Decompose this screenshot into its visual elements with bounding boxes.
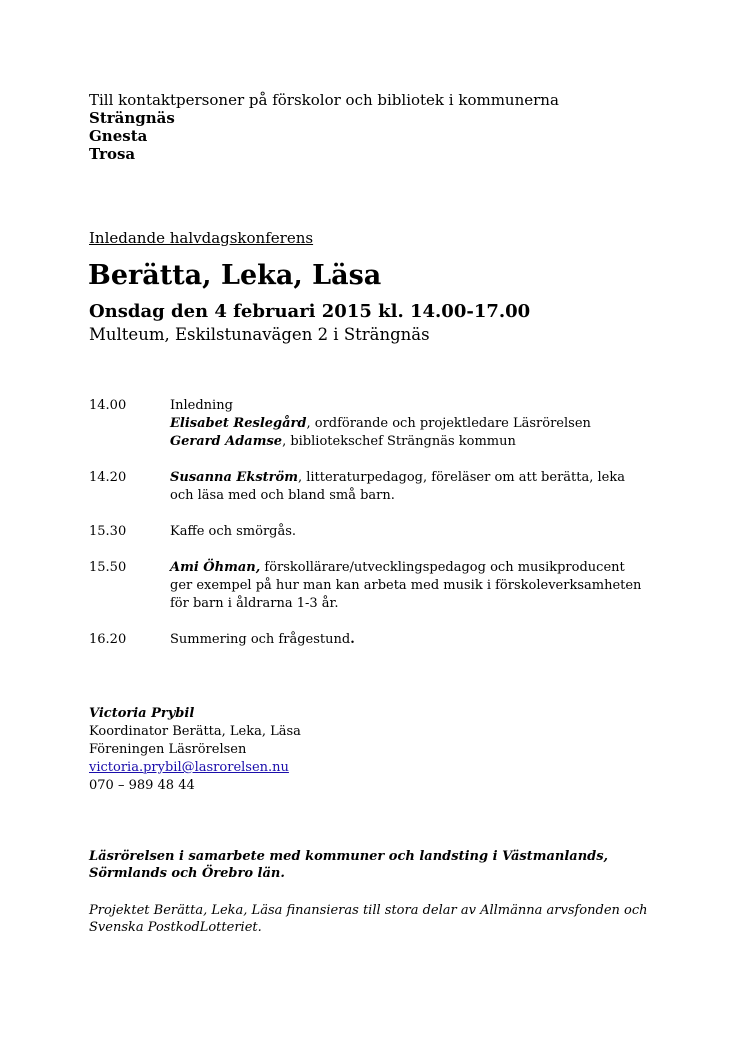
program-item: [89, 469, 669, 505]
speaker-name: Gerard Adamse: [170, 434, 283, 449]
contact-phone: 070 – 989 48 44: [89, 778, 195, 793]
event-kicker: Inledande halvdagskonferens: [89, 229, 314, 247]
contact-name: Victoria Prybil: [89, 706, 195, 721]
contact-role: Koordinator Berätta, Leka, Läsa: [89, 724, 301, 739]
speaker-role: , ordförande och projektledare Läsrörelsen: [306, 416, 591, 431]
program-text: ger exempel på hur man kan arbeta med musik i förskoleverksamheten: [170, 578, 642, 593]
program-item: [89, 559, 669, 613]
program-text: Summering och frågestund: [170, 632, 351, 647]
program-time: 14.20: [89, 470, 127, 485]
speaker-name: Susanna Ekström: [170, 470, 298, 485]
program-item: [89, 523, 669, 541]
program-text: Kaffe och smörgås.: [170, 524, 297, 539]
contact-email-link[interactable]: victoria.prybil@lasrorelsen.nu: [89, 760, 289, 775]
program-time: 16.20: [89, 632, 127, 647]
program-time: 15.30: [89, 524, 127, 539]
speaker-role: , bibliotekschef Strängnäs kommun: [282, 434, 516, 449]
contact-block: [89, 705, 301, 795]
program-heading: Inledning: [170, 398, 233, 413]
program-time: 15.50: [89, 560, 127, 575]
program-item: [89, 631, 669, 649]
program-text: förskollärare/utvecklingspedagog och musikproducent: [260, 560, 625, 575]
recipients-block: [89, 91, 559, 163]
event-date: Onsdag den 4 februari 2015 kl. 14.00-17.00: [89, 301, 531, 322]
municipality-trosa: Trosa: [89, 145, 136, 163]
speaker-name: Ami Öhman,: [170, 560, 261, 575]
speaker-name: Elisabet Reslegård: [170, 416, 307, 431]
program-text: för barn i åldrarna 1-3 år.: [170, 596, 339, 611]
program-time: 14.00: [89, 398, 127, 413]
contact-org: Föreningen Läsrörelsen: [89, 742, 247, 757]
program-list: [89, 397, 669, 649]
funding-note: Projektet Berätta, Leka, Läsa finansieras till stora delar av Allmänna arvsfonden och Svenska PostkodLotteriet.: [89, 903, 648, 935]
program-item: [89, 397, 669, 451]
program-trail: .: [350, 632, 355, 647]
recipients-intro: Till kontaktpersoner på förskolor och bibliotek i kommunerna: [89, 91, 559, 109]
municipality-strangnas: Strängnäs: [89, 109, 175, 127]
program-text: , litteraturpedagog, föreläser om att berätta, leka: [297, 470, 625, 485]
event-title: Berätta, Leka, Läsa: [88, 260, 382, 291]
program-text: och läsa med och bland små barn.: [170, 488, 395, 503]
municipality-gnesta: Gnesta: [89, 127, 148, 145]
event-venue: Multeum, Eskilstunavägen 2 i Strängnäs: [89, 325, 430, 344]
collaboration-note: Läsrörelsen i samarbete med kommuner och landsting i Västmanlands, Sörmlands och Örebro län.: [89, 849, 609, 881]
